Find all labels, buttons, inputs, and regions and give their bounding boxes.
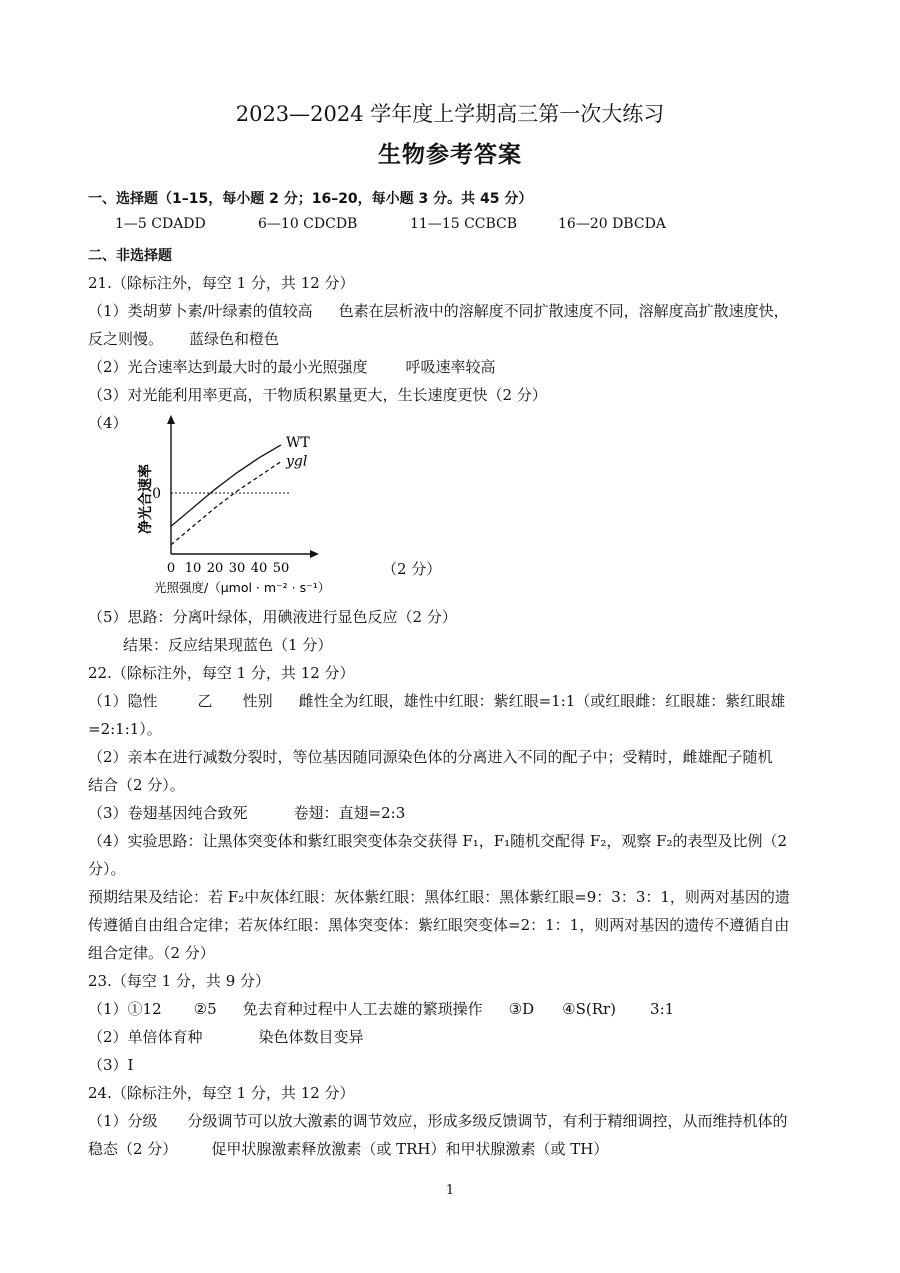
q22-answer-3a: （3）卷翅基因纯合致死: [88, 804, 248, 822]
q23-part2: [88, 1027, 364, 1047]
q21-part4-score: （2 分）: [382, 560, 442, 578]
x-tick-label: 10: [184, 561, 202, 576]
q21-part1-line2: [88, 329, 279, 349]
q22-prediction-line3: 组合定律。（2 分）: [88, 944, 215, 962]
q22-answer-3b: 卷翅：直翅=2:3: [293, 804, 406, 822]
q23-heading: 23.（每空 1 分，共 9 分）: [88, 972, 271, 990]
mc-answer-11-15: 11—15 CCBCB: [410, 216, 518, 232]
section2-heading: 二、非选择题: [88, 248, 172, 264]
q22-answer-1a: （1）隐性: [88, 692, 158, 710]
net-photosynthesis-chart: [130, 412, 390, 597]
q21-answer-2b: 呼吸速率较高: [405, 358, 496, 376]
q22-answer-1d: 雌性全为红眼，雄性中红眼：紫红眼=1:1（或红眼雌：红眼雄：紫红眼雄: [298, 692, 786, 710]
q22-part2-line2: 结合（2 分）。: [88, 776, 185, 794]
q21-part5-method: （5）思路：分离叶绿体，用碘液进行显色反应（2 分）: [88, 608, 457, 626]
q21-answer-1b: 色素在层析液中的溶解度不同扩散速度不同，溶解度高扩散速度快，: [338, 302, 789, 320]
y-axis-label: 净光合速率: [138, 464, 154, 534]
q23-answer-6: 3:1: [650, 1000, 675, 1018]
q22-answer-1b: 乙: [197, 692, 213, 710]
q21-answer-1a: （1）类胡萝卜素/叶绿素的值较高: [88, 302, 313, 320]
q24-heading: 24.（除标注外，每空 1 分，共 12 分）: [88, 1084, 355, 1102]
x-tick-label: 50: [272, 561, 290, 576]
q23-answer-2a: （2）单倍体育种: [88, 1028, 203, 1046]
q22-prediction-line1: 预期结果及结论：若 F₂中灰体红眼：灰体紫红眼：黑体红眼：黑体紫红眼=9：3：3：1，则两对基因的遗: [88, 888, 790, 906]
q24-answer-1a: （1）分级: [88, 1112, 158, 1130]
q22-part2-line1: （2）亲本在进行减数分裂时，等位基因随同源染色体的分离进入不同的配子中；受精时，雌雄配子随机: [88, 748, 773, 766]
q21-answer-1d: 蓝绿色和橙色: [189, 330, 280, 348]
q23-answer-5: ④S(Rr): [562, 1000, 617, 1018]
q21-part5-result: 结果：反应结果现蓝色（1 分）: [123, 636, 333, 654]
series-label-wt: WT: [286, 434, 310, 451]
x-tick-label: 30: [228, 561, 246, 576]
x-axis-label: 光照强度/（μmol · m⁻² · s⁻¹）: [154, 580, 331, 595]
q22-prediction-line2: 传遵循自由组合定律；若灰体红眼：黑体突变体：紫红眼突变体=2：1：1，则两对基因的遗传不遵循自由: [88, 916, 790, 934]
q22-answer-1c: 性别: [242, 692, 273, 710]
q23-answer-4: ③D: [508, 1000, 535, 1018]
q23-answer-2: ②5: [193, 1000, 217, 1018]
q23-answer-2b: 染色体数目变异: [258, 1028, 364, 1046]
mc-answer-6-10: 6—10 CDCDB: [258, 216, 358, 232]
x-tick-label: 40: [250, 561, 268, 576]
q23-answer-1: （1）①12: [88, 1000, 162, 1018]
x-axis-arrow: [310, 550, 319, 558]
q21-part3: （3）对光能利用率更高，干物质积累量更大，生长速度更快（2 分）: [88, 386, 547, 404]
series-line-wt: [171, 445, 281, 526]
mc-answer-1-5: 1—5 CDADD: [115, 216, 206, 232]
series-label-ygl: ygl: [286, 453, 308, 470]
q21-answer-1c: 反之则慢。: [88, 330, 164, 348]
q24-answer-1b: 分级调节可以放大激素的调节效应，形成多级反馈调节，有利于精细调控，从而维持机体的: [187, 1112, 788, 1130]
page-number: 1: [445, 1183, 455, 1198]
q22-heading: 22.（除标注外，每空 1 分，共 12 分）: [88, 664, 355, 682]
q21-answer-2a: （2）光合速率达到最大时的最小光照强度: [88, 358, 368, 376]
mc-answer-16-20: 16—20 DBCDA: [558, 216, 666, 232]
q21-part1-line1: [88, 301, 789, 321]
q22-part4-line1: （4）实验思路：让黑体突变体和紫红眼突变体杂交获得 F₁，F₁随机交配得 F₂，观察 F₂的表型及比例（2: [88, 832, 788, 850]
q21-part2: [88, 357, 496, 377]
q21-heading: 21.（除标注外，每空 1 分，共 12 分）: [88, 274, 355, 292]
section1-heading: 一、选择题（1–15，每小题 2 分；16–20，每小题 3 分。共 45 分）: [88, 191, 533, 207]
q21-part4-label: （4）: [88, 414, 128, 432]
q22-part4-line2: 分）。: [88, 860, 126, 878]
q23-part1: [88, 999, 674, 1019]
q22-part3: [88, 803, 405, 823]
document-title: 2023—2024 学年度上学期高三第一次大练习: [235, 102, 665, 126]
q22-part1-line2: =2:1:1）。: [88, 720, 162, 738]
x-tick-label: 20: [206, 561, 224, 576]
q24-answer-1d: 促甲状腺激素释放激素（或 TRH）和甲状腺激素（或 TH）: [211, 1140, 609, 1158]
y-axis-arrow: [167, 415, 175, 424]
q22-part1-line1: [88, 691, 785, 711]
q23-answer-3: 免去育种过程中人工去雄的繁琐操作: [242, 1000, 483, 1018]
q24-part1-line2: [88, 1139, 608, 1159]
q23-part3: （3）Ⅰ: [88, 1056, 134, 1074]
q24-part1-line1: [88, 1111, 788, 1131]
series-line-ygl: [171, 462, 281, 545]
document-subtitle: 生物参考答案: [378, 141, 522, 168]
q24-answer-1c: 稳态（2 分）: [88, 1140, 178, 1158]
x-tick-label: 0: [166, 561, 176, 576]
y-tick-label-0: 0: [152, 486, 161, 502]
